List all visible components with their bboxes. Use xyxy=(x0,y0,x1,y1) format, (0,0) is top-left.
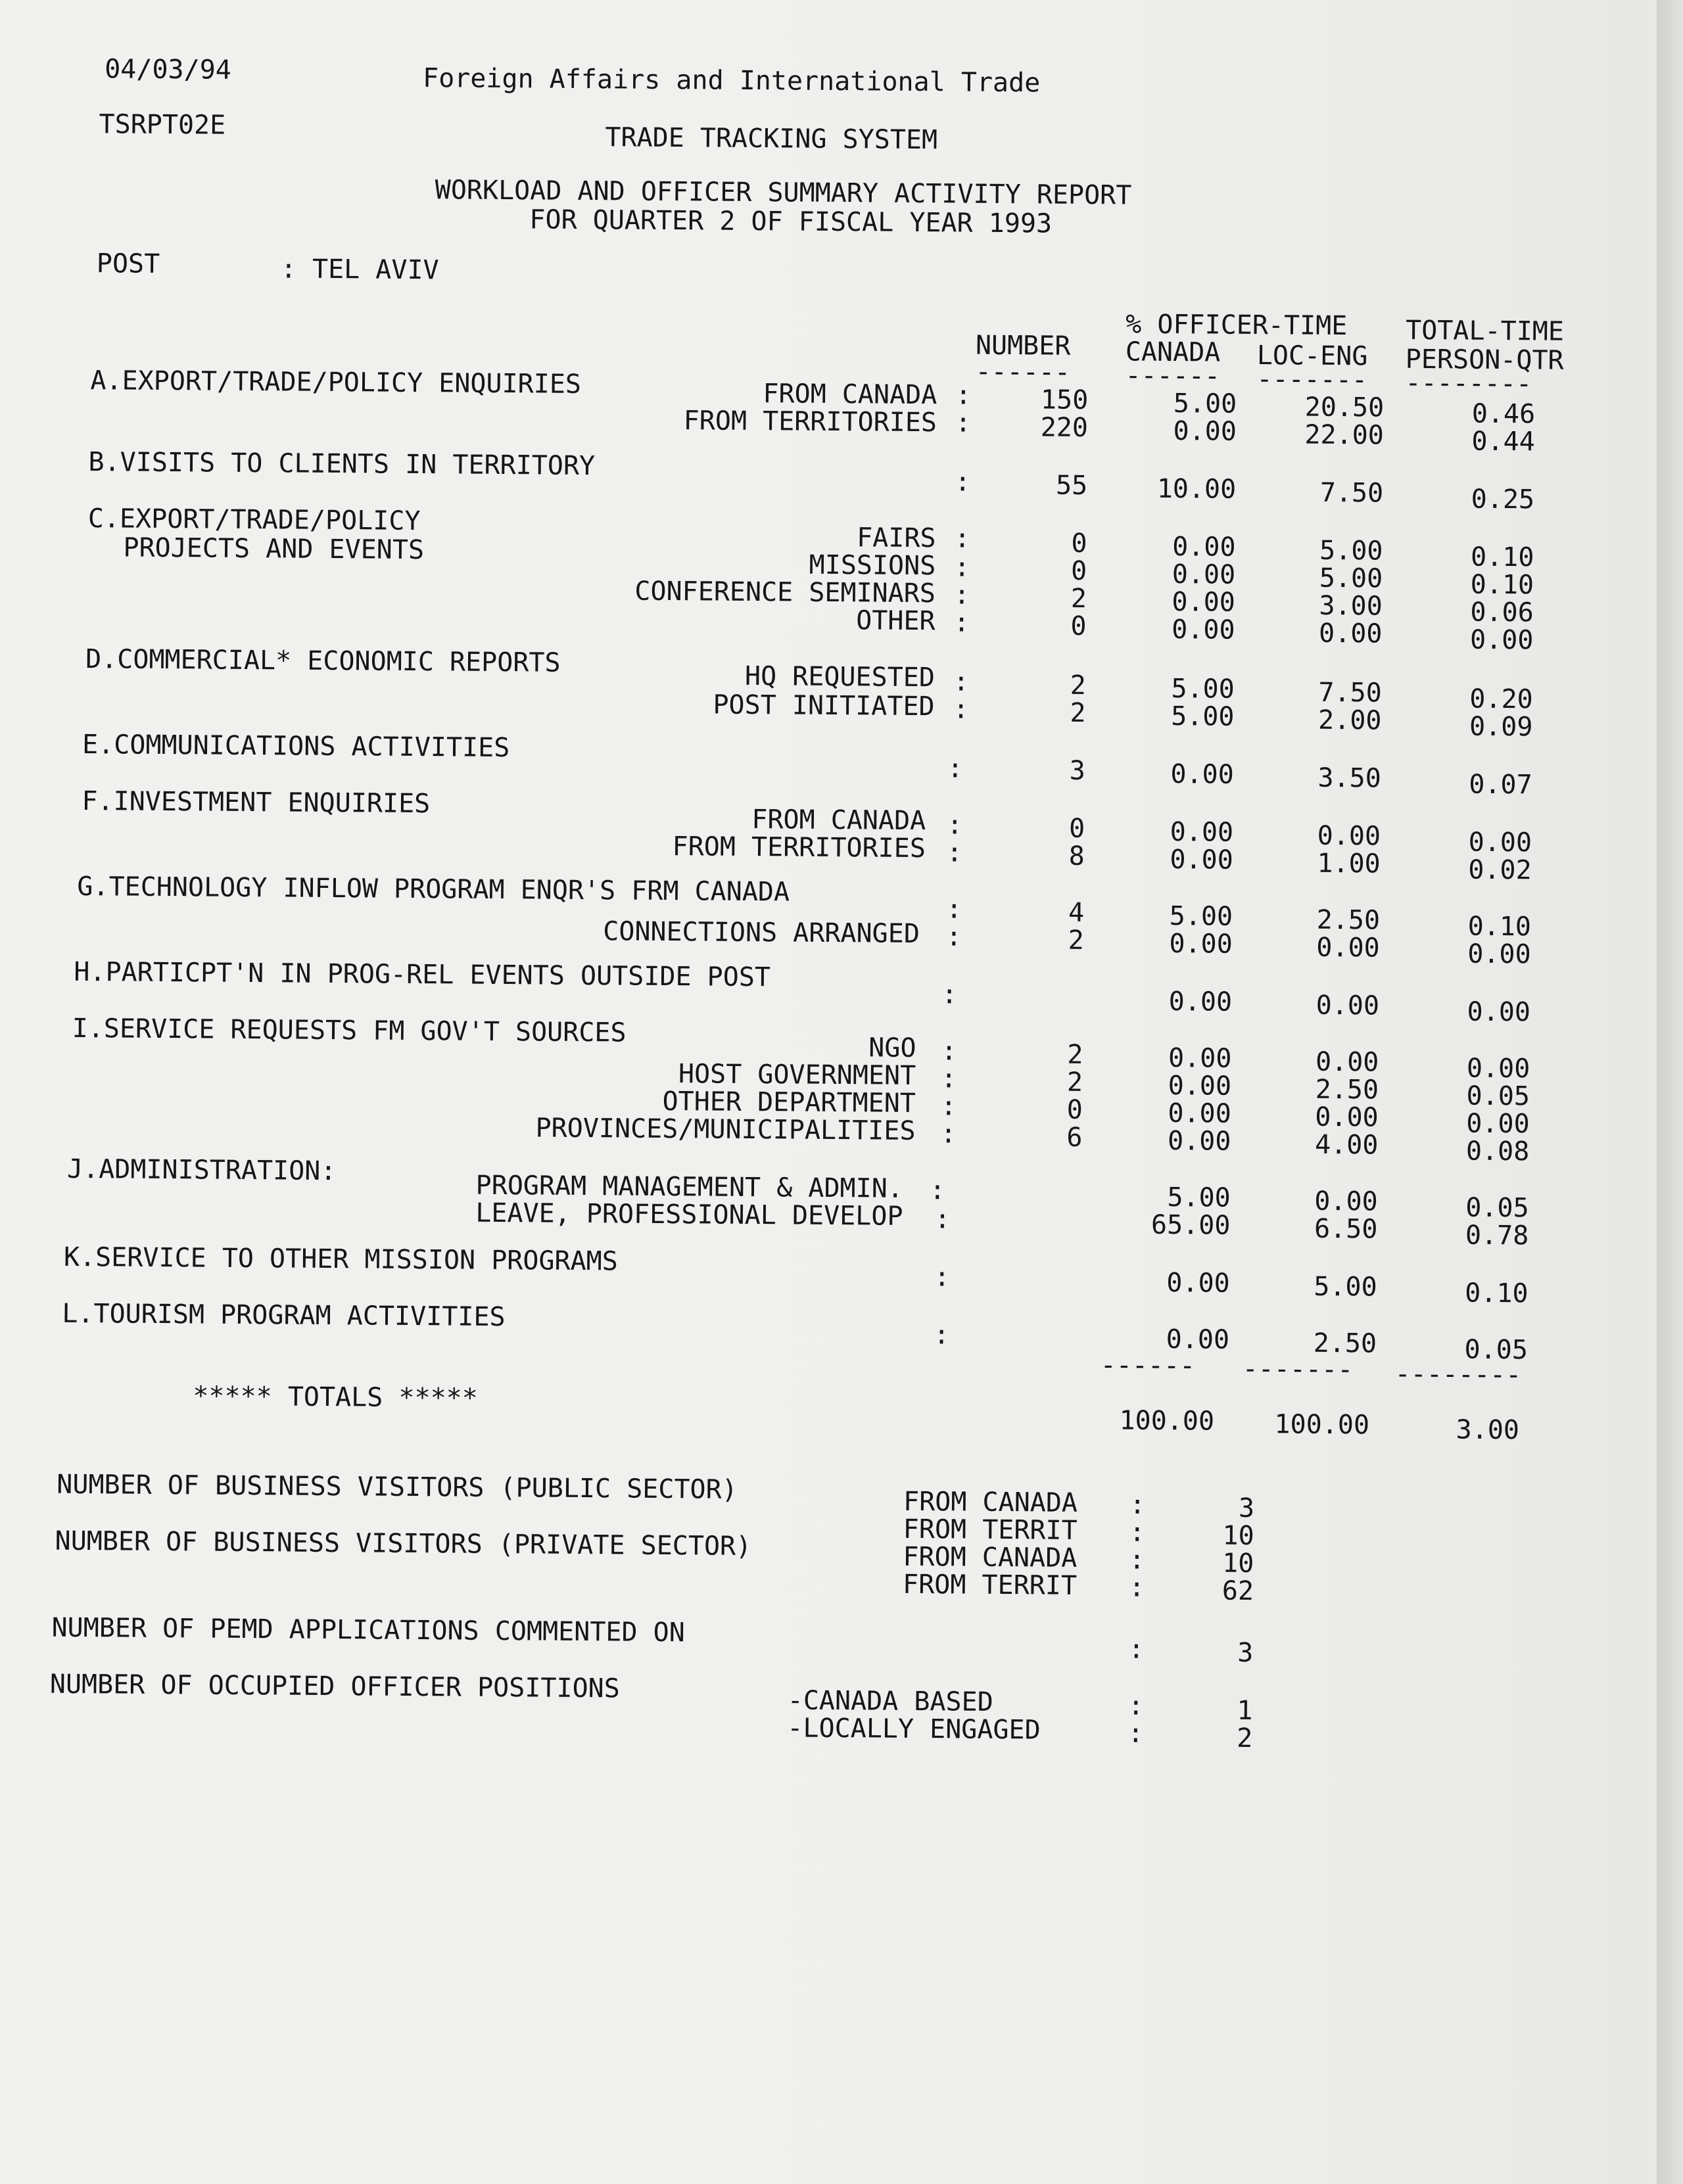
row-colon: : xyxy=(945,894,962,925)
row-loc-eng-pct: 0.00 xyxy=(1314,1186,1378,1217)
row-number: 2 xyxy=(1070,583,1087,615)
row-number: 2 xyxy=(1066,1067,1083,1098)
row-section-label: B.VISITS TO CLIENTS IN TERRITORY xyxy=(88,447,596,482)
row-number: 6 xyxy=(1066,1122,1083,1153)
row-person-qtr: 0.05 xyxy=(1466,1080,1530,1112)
post-label: POST xyxy=(96,248,160,279)
row-person-qtr: 0.25 xyxy=(1471,484,1535,515)
totals-label: ***** TOTALS ***** xyxy=(193,1381,478,1414)
row-person-qtr: 0.08 xyxy=(1465,1136,1530,1167)
row-sub-label: FROM TERRITORIES xyxy=(672,831,926,864)
row-person-qtr: 0.10 xyxy=(1465,1278,1529,1309)
totals-canada-pct: 100.00 xyxy=(1119,1405,1215,1437)
footer-colon: : xyxy=(1129,1545,1145,1575)
row-number: 4 xyxy=(1068,897,1085,928)
row-colon: : xyxy=(954,552,970,583)
row-canada-pct: 0.00 xyxy=(1172,587,1236,618)
row-loc-eng-pct: 2.00 xyxy=(1317,705,1382,736)
row-canada-pct: 0.00 xyxy=(1170,817,1234,848)
row-section-label: G.TECHNOLOGY INFLOW PROGRAM ENQR'S FRM CANADA xyxy=(77,871,790,908)
private-from-canada-label: FROM CANADA xyxy=(903,1541,1078,1573)
row-sub-label: HQ REQUESTED xyxy=(744,661,936,693)
row-colon: : xyxy=(953,580,970,611)
row-person-qtr: 0.20 xyxy=(1469,684,1533,715)
row-loc-eng-pct: 0.00 xyxy=(1316,990,1380,1021)
row-colon: : xyxy=(940,1091,957,1122)
row-loc-eng-pct: 2.50 xyxy=(1315,1074,1379,1105)
row-canada-pct: 5.00 xyxy=(1170,701,1235,732)
row-number: 3 xyxy=(1069,755,1086,787)
row-colon: : xyxy=(941,1036,957,1067)
public-from-territ-label: FROM TERRIT xyxy=(903,1514,1078,1546)
pemd-label: NUMBER OF PEMD APPLICATIONS COMMENTED ON xyxy=(51,1612,685,1648)
row-person-qtr: 0.10 xyxy=(1470,542,1534,573)
row-loc-eng-pct: 0.00 xyxy=(1315,1102,1379,1133)
row-loc-eng-pct: 7.50 xyxy=(1319,477,1384,509)
row-colon: : xyxy=(940,1119,957,1150)
row-loc-eng-pct: 3.00 xyxy=(1319,590,1383,622)
row-colon: : xyxy=(953,666,970,697)
row-canada-pct: 5.00 xyxy=(1173,388,1237,419)
locally-engaged-value: 2 xyxy=(1237,1723,1253,1754)
row-section-label: I.SERVICE REQUESTS FM GOV'T SOURCES xyxy=(72,1013,627,1048)
row-colon: : xyxy=(946,837,963,868)
row-person-qtr: 0.00 xyxy=(1466,1108,1530,1140)
row-canada-pct: 0.00 xyxy=(1168,987,1233,1017)
row-sub-label: LEAVE, PROFESSIONAL DEVELOP xyxy=(475,1197,903,1232)
row-loc-eng-pct: 1.00 xyxy=(1317,848,1381,879)
row-sub-label: FROM CANADA xyxy=(751,804,926,837)
col-loc-eng: LOC-ENG xyxy=(1256,340,1368,372)
row-colon: : xyxy=(929,1175,946,1206)
row-person-qtr: 0.02 xyxy=(1468,854,1532,886)
row-loc-eng-pct: 20.50 xyxy=(1304,392,1385,423)
row-loc-eng-pct: 0.00 xyxy=(1317,820,1381,852)
row-canada-pct: 0.00 xyxy=(1167,1126,1231,1157)
row-number: 0 xyxy=(1070,555,1087,587)
footer-colon: : xyxy=(1128,1572,1145,1603)
row-loc-eng-pct: 3.50 xyxy=(1317,762,1381,794)
row-number: 55 xyxy=(1055,470,1088,501)
row-number: 2 xyxy=(1067,1039,1083,1070)
row-sub-label: FROM TERRITORIES xyxy=(683,406,937,438)
totals-loc-eng-rule: ------- xyxy=(1242,1353,1354,1385)
row-number: 220 xyxy=(1040,412,1089,444)
row-colon: : xyxy=(945,921,962,952)
row-section-label: A.EXPORT/TRADE/POLICY ENQUIRIES xyxy=(90,365,582,400)
row-canada-pct: 5.00 xyxy=(1171,674,1235,705)
row-canada-pct: 0.00 xyxy=(1168,1043,1232,1074)
row-number: 0 xyxy=(1066,1094,1083,1125)
row-colon: : xyxy=(955,407,972,438)
row-number: 8 xyxy=(1068,841,1085,871)
totals-person-qtr: 3.00 xyxy=(1456,1414,1520,1446)
row-number: 2 xyxy=(1068,925,1084,956)
col-number: NUMBER xyxy=(975,330,1071,361)
canada-based-label: -CANADA BASED xyxy=(787,1685,993,1717)
row-person-qtr: 0.00 xyxy=(1469,624,1534,656)
row-canada-pct: 0.00 xyxy=(1173,416,1237,447)
row-person-qtr: 0.10 xyxy=(1470,569,1534,601)
row-loc-eng-pct: 0.00 xyxy=(1318,618,1383,649)
row-canada-pct: 0.00 xyxy=(1170,845,1233,875)
row-canada-pct: 5.00 xyxy=(1167,1182,1231,1213)
row-person-qtr: 0.00 xyxy=(1467,996,1531,1028)
private-from-territ-label: FROM TERRIT xyxy=(902,1569,1078,1601)
row-section-label: D.COMMERCIAL* ECONOMIC REPORTS xyxy=(85,644,561,678)
row-canada-pct: 0.00 xyxy=(1172,559,1236,590)
report-code: TSRPT02E xyxy=(99,109,226,141)
row-canada-pct: 0.00 xyxy=(1168,1071,1232,1102)
row-person-qtr: 0.78 xyxy=(1465,1220,1529,1251)
row-person-qtr: 0.44 xyxy=(1471,426,1535,457)
row-number: 0 xyxy=(1071,528,1087,559)
footer-colon: : xyxy=(1127,1718,1144,1749)
row-person-qtr: 0.00 xyxy=(1466,1053,1530,1084)
row-colon: : xyxy=(934,1262,951,1293)
canada-based-value: 1 xyxy=(1237,1695,1253,1727)
row-loc-eng-pct: 4.00 xyxy=(1314,1129,1379,1161)
row-sub-label: PROVINCES/MUNICIPALITIES xyxy=(535,1113,916,1146)
row-colon: : xyxy=(934,1204,951,1235)
row-section-label: C.EXPORT/TRADE/POLICY xyxy=(87,503,421,537)
row-section-label: H.PARTICPT'N IN PROG-REL EVENTS OUTSIDE POST xyxy=(74,956,771,993)
public-from-canada-value: 3 xyxy=(1238,1493,1255,1524)
report-subtitle: FOR QUARTER 2 OF FISCAL YEAR 1993 xyxy=(529,204,1053,239)
row-sub-label: HOST GOVERNMENT xyxy=(678,1059,916,1091)
row-number: 0 xyxy=(1068,813,1085,844)
row-colon: : xyxy=(933,1320,950,1351)
row-person-qtr: 0.06 xyxy=(1470,597,1534,628)
post-value: : TEL AVIV xyxy=(280,254,439,286)
department-name: Foreign Affairs and International Trade xyxy=(422,63,1041,99)
row-number: 0 xyxy=(1070,611,1087,642)
col-canada: CANADA xyxy=(1125,337,1221,368)
footer-colon: : xyxy=(1128,1634,1145,1665)
row-canada-pct: 10.00 xyxy=(1156,473,1237,505)
totals-total-rule: -------- xyxy=(1394,1359,1522,1391)
row-loc-eng-pct: 2.50 xyxy=(1316,904,1381,936)
row-sub-label: OTHER DEPARTMENT xyxy=(662,1086,916,1119)
row-loc-eng-pct: 7.50 xyxy=(1318,677,1382,709)
row-person-qtr: 0.46 xyxy=(1471,398,1536,430)
row-number: 2 xyxy=(1070,697,1086,729)
row-person-qtr: 0.00 xyxy=(1467,939,1531,970)
row-loc-eng-pct: 5.00 xyxy=(1319,535,1383,567)
row-person-qtr: 0.10 xyxy=(1467,911,1532,942)
row-colon: : xyxy=(947,810,963,841)
totals-canada-rule: ------ xyxy=(1100,1350,1196,1382)
col-person-qtr: PERSON-QTR xyxy=(1405,344,1564,376)
positions-label: NUMBER OF OCCUPIED OFFICER POSITIONS xyxy=(49,1669,620,1704)
totals-loc-eng-pct: 100.00 xyxy=(1274,1409,1370,1441)
row-loc-eng-pct: 2.50 xyxy=(1313,1328,1377,1359)
col-loc-eng-rule: ------- xyxy=(1256,364,1368,396)
row-canada-pct: 0.00 xyxy=(1166,1324,1230,1355)
row-colon: : xyxy=(955,467,971,498)
row-sub-label: OTHER xyxy=(856,605,936,637)
row-canada-pct: 0.00 xyxy=(1172,532,1236,563)
row-canada-pct: 65.00 xyxy=(1150,1209,1231,1241)
row-colon: : xyxy=(941,979,958,1010)
row-section-label: K.SERVICE TO OTHER MISSION PROGRAMS xyxy=(63,1242,619,1277)
row-sub-label: CONFERENCE SEMINARS xyxy=(634,576,936,609)
row-person-qtr: 0.09 xyxy=(1469,711,1533,743)
row-sub-label: NGO xyxy=(868,1033,916,1063)
row-canada-pct: 5.00 xyxy=(1169,901,1233,932)
col-total-time: TOTAL-TIME xyxy=(1405,315,1565,347)
row-colon: : xyxy=(940,1063,957,1094)
row-loc-eng-pct: 0.00 xyxy=(1316,932,1380,964)
row-sub-label: CONNECTIONS ARRANGED xyxy=(603,916,920,950)
row-loc-eng-pct: 6.50 xyxy=(1314,1213,1378,1245)
row-person-qtr: 0.07 xyxy=(1469,769,1532,801)
row-sub-label: FROM CANADA xyxy=(763,379,937,411)
row-colon: : xyxy=(953,694,969,725)
private-visitors-label: NUMBER OF BUSINESS VISITORS (PRIVATE SECTOR) xyxy=(55,1525,752,1562)
row-section-label: L.TOURISM PROGRAM ACTIVITIES xyxy=(62,1298,506,1333)
locally-engaged-label: -LOCALLY ENGAGED xyxy=(787,1713,1041,1746)
row-colon: : xyxy=(955,380,972,411)
row-canada-pct: 0.00 xyxy=(1170,759,1234,790)
private-from-territ-value: 62 xyxy=(1221,1575,1254,1607)
row-person-qtr: 0.05 xyxy=(1464,1334,1529,1366)
row-loc-eng-pct: 5.00 xyxy=(1319,563,1383,594)
row-loc-eng-pct: 0.00 xyxy=(1315,1046,1379,1078)
public-from-territ-value: 10 xyxy=(1222,1520,1254,1552)
row-canada-pct: 0.00 xyxy=(1168,1098,1231,1129)
row-colon: : xyxy=(947,753,964,784)
row-colon: : xyxy=(954,523,970,554)
report-title: WORKLOAD AND OFFICER SUMMARY ACTIVITY REPORT xyxy=(435,175,1132,211)
row-canada-pct: 0.00 xyxy=(1166,1267,1230,1299)
col-number-rule: ------ xyxy=(975,356,1071,388)
row-loc-eng-pct: 5.00 xyxy=(1314,1271,1377,1303)
row-person-qtr: 0.05 xyxy=(1465,1192,1529,1224)
row-section-label: E.COMMUNICATIONS ACTIVITIES xyxy=(82,730,510,764)
footer-colon: : xyxy=(1129,1517,1146,1548)
row-sub-label: MISSIONS xyxy=(809,549,936,582)
row-colon: : xyxy=(953,607,970,638)
public-from-canada-label: FROM CANADA xyxy=(903,1486,1078,1518)
row-loc-eng-pct: 22.00 xyxy=(1304,419,1385,451)
pemd-value: 3 xyxy=(1237,1637,1254,1669)
col-officer-time: % OFFICER-TIME xyxy=(1125,309,1348,342)
col-total-rule: -------- xyxy=(1405,367,1532,400)
row-number: 2 xyxy=(1070,670,1087,701)
row-canada-pct: 0.00 xyxy=(1169,929,1233,960)
row-number: 150 xyxy=(1040,384,1089,416)
report-date: 04/03/94 xyxy=(104,54,232,85)
row-canada-pct: 0.00 xyxy=(1172,615,1235,645)
row-section-label: PROJECTS AND EVENTS xyxy=(123,532,425,566)
system-name: TRADE TRACKING SYSTEM xyxy=(605,122,938,156)
col-canada-rule: ------ xyxy=(1125,360,1221,392)
row-section-label: F.INVESTMENT ENQUIRIES xyxy=(82,786,431,820)
footer-colon: : xyxy=(1129,1489,1146,1520)
page-edge xyxy=(1657,0,1683,2184)
row-sub-label: POST INITIATED xyxy=(713,689,935,722)
public-visitors-label: NUMBER OF BUSINESS VISITORS (PUBLIC SECTOR) xyxy=(57,1469,738,1505)
row-sub-label: PROGRAM MANAGEMENT & ADMIN. xyxy=(475,1170,904,1204)
row-person-qtr: 0.00 xyxy=(1468,827,1532,858)
row-sub-label: FAIRS xyxy=(857,523,936,554)
private-from-canada-value: 10 xyxy=(1222,1548,1254,1579)
footer-colon: : xyxy=(1127,1690,1144,1721)
row-section-label: J.ADMINISTRATION: xyxy=(66,1153,337,1187)
